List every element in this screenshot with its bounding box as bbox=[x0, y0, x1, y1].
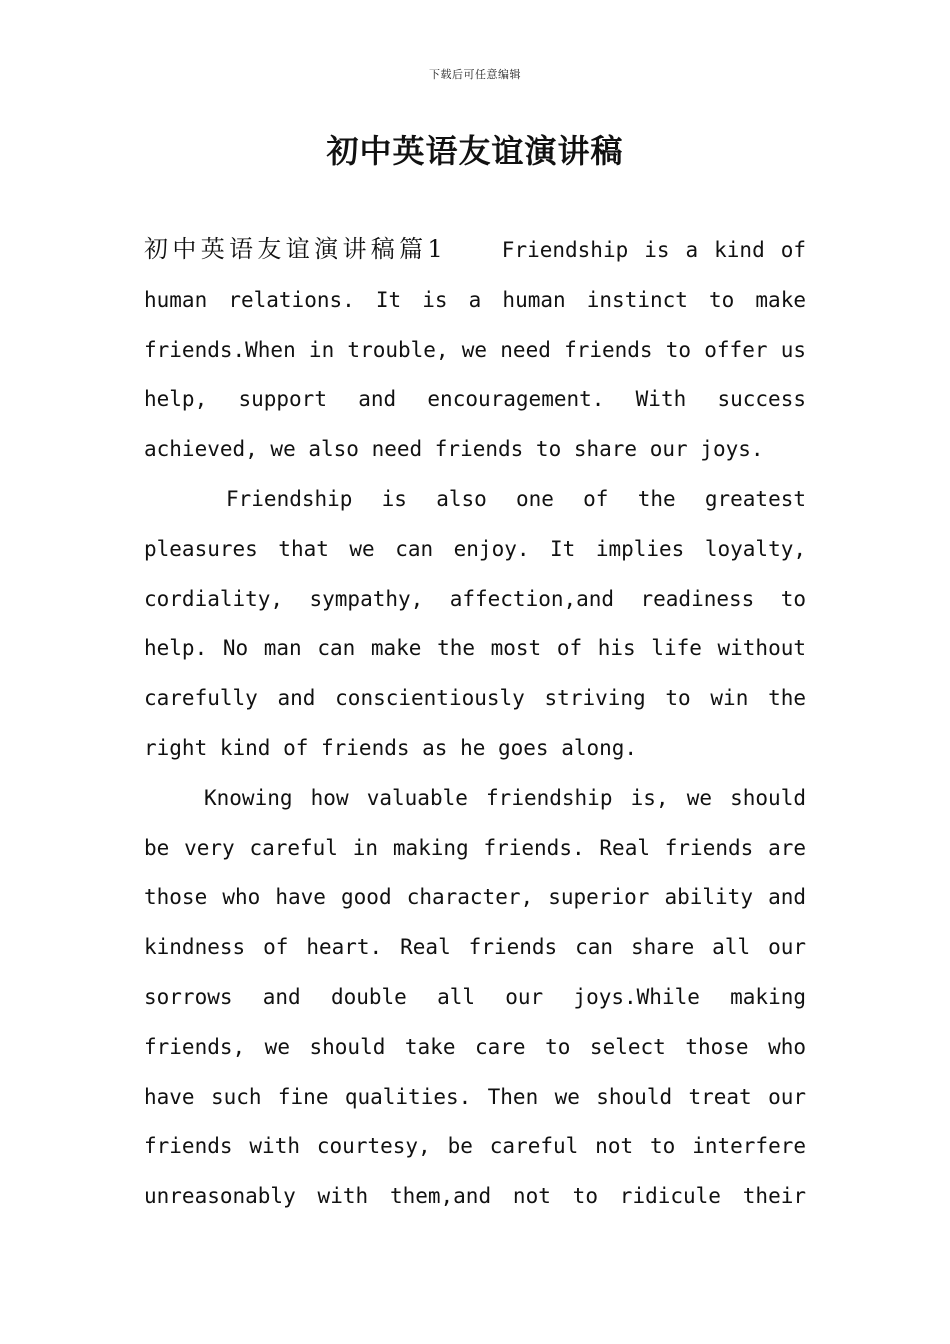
header-note: 下载后可任意编辑 bbox=[429, 68, 521, 81]
paragraph-1-text: Friendship is a kind of human relations. It is a human instinct to make friends.When in trouble, we need friends to offer us help, support and encouragement. With success achieved, we also need friends to share our joys. bbox=[144, 238, 806, 462]
paragraph-2: Friendship is also one of the greatest pleasures that we can enjoy. It implies loyalty, cordiality, sympathy, affection,and readiness to help. No man can make the most of his life without carefully and conscientiously striving to win the right kind of friends as he goes along. bbox=[144, 486, 806, 760]
document-title: 初中英语友谊演讲稿 bbox=[326, 132, 624, 170]
paragraph-3: Knowing how valuable friendship is, we should be very careful in making friends. Real friends are those who have good character, superior ability and kindness of heart. Real friends can share all our sorrows and double all our joys.While making friends, we should take care to select those who have such fine qualities. Then we should treat our friends with courtesy, be careful not to interfere unreasonably with them,and not to ridicule their bbox=[144, 785, 806, 1209]
document-body bbox=[144, 225, 806, 1222]
section-heading: 初中英语友谊演讲稿篇1 bbox=[144, 235, 444, 263]
paragraph-1 bbox=[144, 225, 806, 475]
